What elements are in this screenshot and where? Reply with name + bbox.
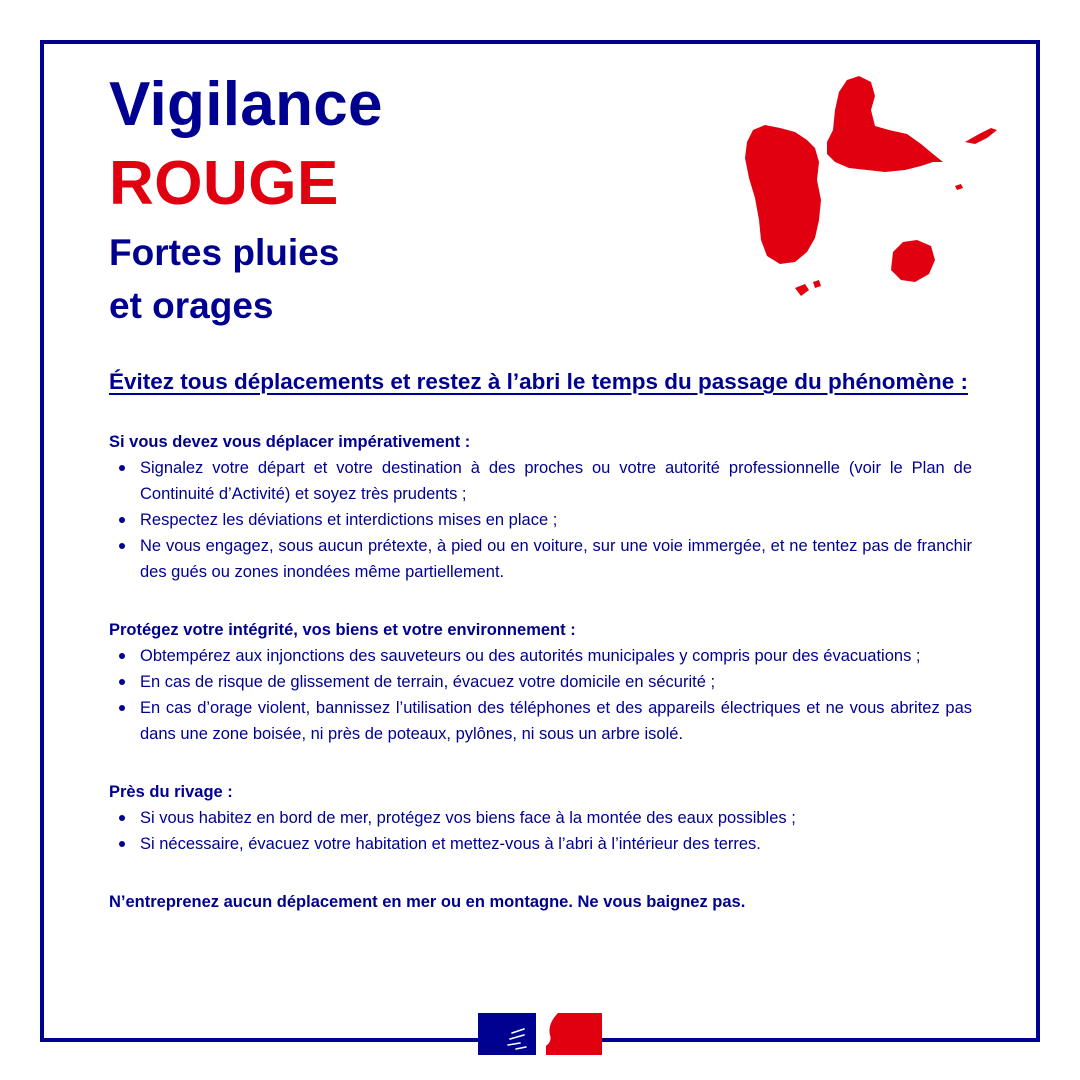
list-item: En cas d’orage violent, bannissez l’utilisation des téléphones et des appareils électriques et ne vous abritez pas dans une zone boisée, ni près de poteaux, pylônes, ni sous un arbre isolé. — [140, 695, 972, 747]
list-item: Si nécessaire, évacuez votre habitation et mettez-vous à l’abri à l’intérieur des terres. — [140, 831, 972, 857]
subtitle-line-1: Fortes pluies — [109, 232, 340, 273]
subtitle-line-2: et orages — [109, 285, 274, 326]
list-item: Signalez votre départ et votre destination à des proches ou votre autorité professionnelle (voir le Plan de Continuité d’Activité) et soyez très prudents ; — [140, 455, 972, 507]
title-vigilance: Vigilance — [109, 70, 383, 139]
bullet-list — [109, 805, 972, 857]
section-shore — [109, 779, 972, 857]
section-travel — [109, 429, 972, 585]
bullet-list — [109, 643, 972, 747]
list-item: Respectez les déviations et interdictions mises en place ; — [140, 507, 972, 533]
list-item: Obtempérez aux injonctions des sauveteurs ou des autorités municipales y compris pour des évacuations ; — [140, 643, 972, 669]
section-protection — [109, 617, 972, 747]
section-title: Si vous devez vous déplacer impérativement : — [109, 433, 471, 451]
list-item: Ne vous engagez, sous aucun prétexte, à pied ou en voiture, sur une voie immergée, et ne tentez pas de franchir des gués ou zones inondées même partiellement. — [140, 533, 972, 585]
section-title: Protégez votre intégrité, vos biens et votre environnement : — [109, 621, 576, 639]
section-title: Près du rivage : — [109, 783, 233, 801]
republique-francaise-marianne-logo — [478, 1011, 602, 1057]
closing-warning: N’entreprenez aucun déplacement en mer ou en montagne. Ne vous baignez pas. — [109, 893, 746, 911]
title-alert-level: ROUGE — [109, 149, 339, 218]
guadeloupe-map-icon — [735, 70, 1005, 310]
main-instruction: Évitez tous déplacements et restez à l’abri le temps du passage du phénomène : — [109, 369, 968, 394]
list-item: En cas de risque de glissement de terrain, évacuez votre domicile en sécurité ; — [140, 669, 972, 695]
bullet-list — [109, 455, 972, 585]
list-item: Si vous habitez en bord de mer, protégez vos biens face à la montée des eaux possibles ; — [140, 805, 972, 831]
